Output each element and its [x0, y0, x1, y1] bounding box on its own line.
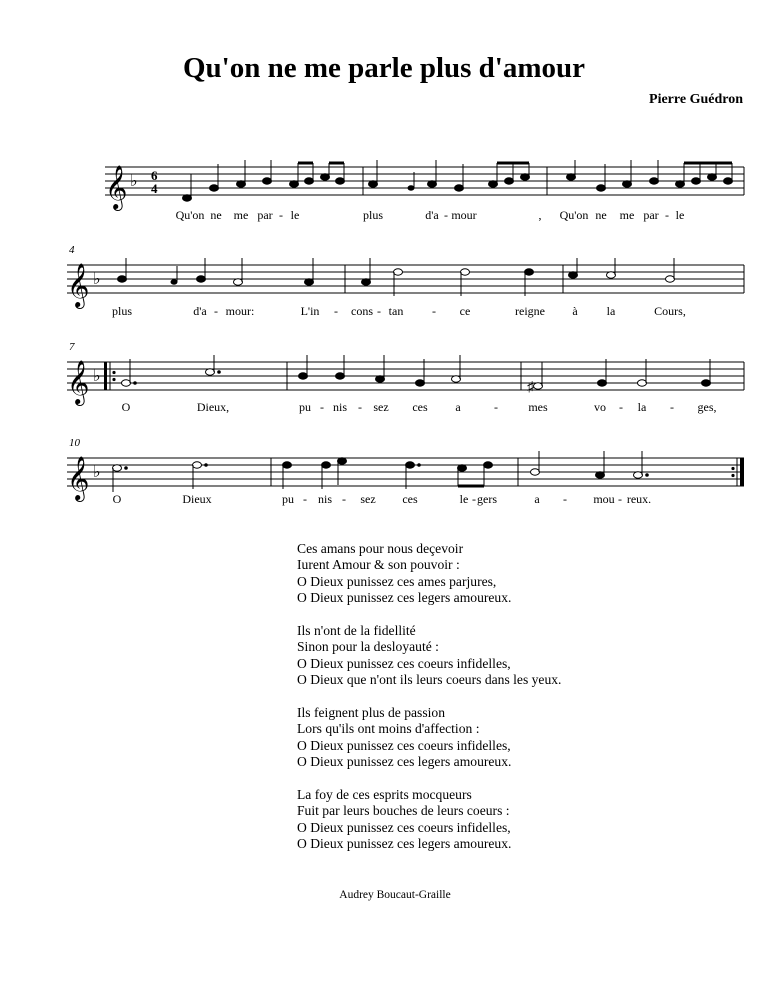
lyric-syllable: le: [290, 208, 300, 222]
lyric-syllable: a: [534, 492, 540, 506]
lyric-syllable: cons: [351, 304, 373, 318]
lyric-syllable: Dieux: [182, 492, 212, 506]
verse-line: Ils feignent plus de passion: [297, 705, 445, 721]
lyric-syllable: mes: [528, 400, 548, 414]
verse-line: O Dieux punissez ces ames parjures,: [297, 573, 497, 589]
lyric-syllable: à: [572, 304, 578, 318]
staff-system-1: [0, 160, 768, 220]
lyric-syllable: reux.: [626, 492, 652, 506]
lyric-syllable: le: [675, 208, 685, 222]
lyric-syllable: le: [459, 492, 469, 506]
verse-line: O Dieux punissez ces legers amoureux.: [297, 590, 512, 606]
measure-number: 10: [69, 437, 80, 449]
flat-icon: ♭: [93, 464, 101, 481]
verse-line: O Dieux punissez ces coeurs infidelles,: [297, 655, 511, 671]
lyric-syllable: par: [257, 208, 273, 222]
stanza-3: [297, 705, 561, 771]
lyric-syllable: mour: [451, 208, 477, 222]
stanza-1: [297, 541, 561, 607]
lyric-syllable: d'a: [425, 208, 439, 222]
staff-system-3: [0, 341, 768, 415]
measure-number: 4: [69, 244, 75, 256]
lyric-syllable: nis: [317, 492, 333, 506]
lyric-syllable: ces: [402, 492, 418, 506]
lyric-syllable: me: [619, 208, 635, 222]
lyric-syllable: pu: [299, 400, 311, 414]
stanza-2: [297, 623, 561, 689]
lyric-hyphen: -: [320, 400, 324, 414]
lyric-hyphen: -: [619, 400, 623, 414]
lyric-syllable: ,: [538, 208, 542, 222]
lyric-hyphen: -: [342, 492, 346, 506]
lyric-syllable: me: [233, 208, 249, 222]
lyric-syllable: a: [455, 400, 461, 414]
lyric-syllable: nis: [332, 400, 348, 414]
lyric-syllable: Dieux,: [196, 400, 230, 414]
treble-clef-icon: 𝄞: [67, 265, 90, 307]
verses-block: [297, 541, 561, 869]
lyric-syllable: mou: [593, 492, 615, 506]
composer-name: Pierre Guédron: [649, 92, 743, 107]
lyric-syllable: tan: [388, 304, 404, 318]
lyric-hyphen: -: [618, 492, 622, 506]
measure-number: 7: [69, 341, 75, 353]
lyric-syllable: ces: [412, 400, 428, 414]
treble-clef-icon: 𝄞: [67, 362, 90, 404]
lyric-syllable: ce: [459, 304, 471, 318]
lyric-syllable: reigne: [515, 304, 545, 318]
lyric-syllable: L'in: [300, 304, 320, 318]
verse-line: Sinon pour la desloyauté :: [297, 639, 439, 655]
lyric-syllable: Cours,: [654, 304, 686, 318]
stanza-4: [297, 787, 561, 853]
lyric-syllable: gers: [477, 492, 497, 506]
time-sig-bottom: 4: [151, 181, 158, 196]
lyric-syllable: O: [121, 400, 131, 414]
arranger-credit: Audrey Boucaut-Graille: [339, 889, 451, 901]
lyric-hyphen: -: [563, 492, 567, 506]
flat-icon: ♭: [130, 173, 138, 190]
verse-line: Ces amans pour nous deçevoir: [297, 541, 464, 556]
song-title: Qu'on ne me parle plus d'amour: [182, 52, 586, 84]
verse-line: Iurent Amour & son pouvoir :: [297, 557, 460, 573]
lyric-hyphen: -: [494, 400, 498, 414]
lyric-hyphen: -: [377, 304, 381, 318]
lyric-hyphen: -: [358, 400, 362, 414]
notes-system-2: [118, 258, 675, 296]
lyric-syllable: ges,: [697, 400, 717, 414]
verse-line: O Dieux punissez ces coeurs infidelles,: [297, 819, 511, 835]
verse-line: O Dieux punissez ces coeurs infidelles,: [297, 737, 511, 753]
lyric-syllable: O: [112, 492, 122, 506]
verse-line: Fuit par leurs bouches de leurs coeurs :: [297, 803, 510, 819]
lyric-hyphen: -: [670, 400, 674, 414]
verse-line: O Dieux punissez ces legers amoureux.: [297, 836, 512, 852]
lyric-syllable: la: [606, 304, 616, 318]
lyric-syllable: plus: [111, 304, 133, 318]
lyric-syllable: la: [637, 400, 647, 414]
lyric-hyphen: -: [334, 304, 338, 318]
flat-icon: ♭: [93, 368, 101, 385]
lyric-syllable: vo: [594, 400, 606, 414]
lyric-hyphen: -: [214, 304, 218, 318]
verse-line: Lors qu'ils ont moins d'affection :: [297, 721, 480, 737]
verse-line: O Dieux que n'ont ils leurs coeurs dans les yeux.: [297, 672, 562, 688]
treble-clef-icon: 𝄞: [67, 458, 90, 500]
time-sig-top: 6: [151, 168, 158, 183]
verse-line: La foy de ces esprits mocqueurs: [297, 787, 472, 803]
lyric-syllable: sez: [360, 492, 376, 506]
lyric-syllable: pu: [282, 492, 294, 506]
staff-system-4: [0, 437, 768, 511]
sharp-icon: ♯: [527, 380, 534, 395]
verse-line: O Dieux punissez ces legers amoureux.: [297, 754, 512, 770]
lyric-syllable: Qu'on: [175, 208, 205, 222]
notes-system-3: [122, 355, 711, 389]
lyric-hyphen: -: [472, 492, 476, 506]
staff-system-2: [0, 244, 768, 318]
flat-icon: ♭: [93, 271, 101, 288]
lyric-syllable: d'a: [193, 304, 207, 318]
lyric-hyphen: -: [444, 208, 448, 222]
lyric-syllable: mour:: [225, 304, 255, 318]
lyric-syllable: plus: [362, 208, 384, 222]
lyric-hyphen: -: [303, 492, 307, 506]
lyric-syllable: par: [643, 208, 659, 222]
treble-clef-icon: 𝄞: [105, 167, 128, 209]
lyric-syllable: sez: [373, 400, 389, 414]
lyric-hyphen: -: [665, 208, 669, 222]
lyric-syllable: Qu'on: [559, 208, 589, 222]
lyric-syllable: ne: [595, 208, 607, 222]
verse-line: Ils n'ont de la fidellité: [297, 623, 416, 639]
lyric-hyphen: -: [279, 208, 283, 222]
lyric-syllable: ne: [210, 208, 222, 222]
lyric-hyphen: -: [432, 304, 436, 318]
